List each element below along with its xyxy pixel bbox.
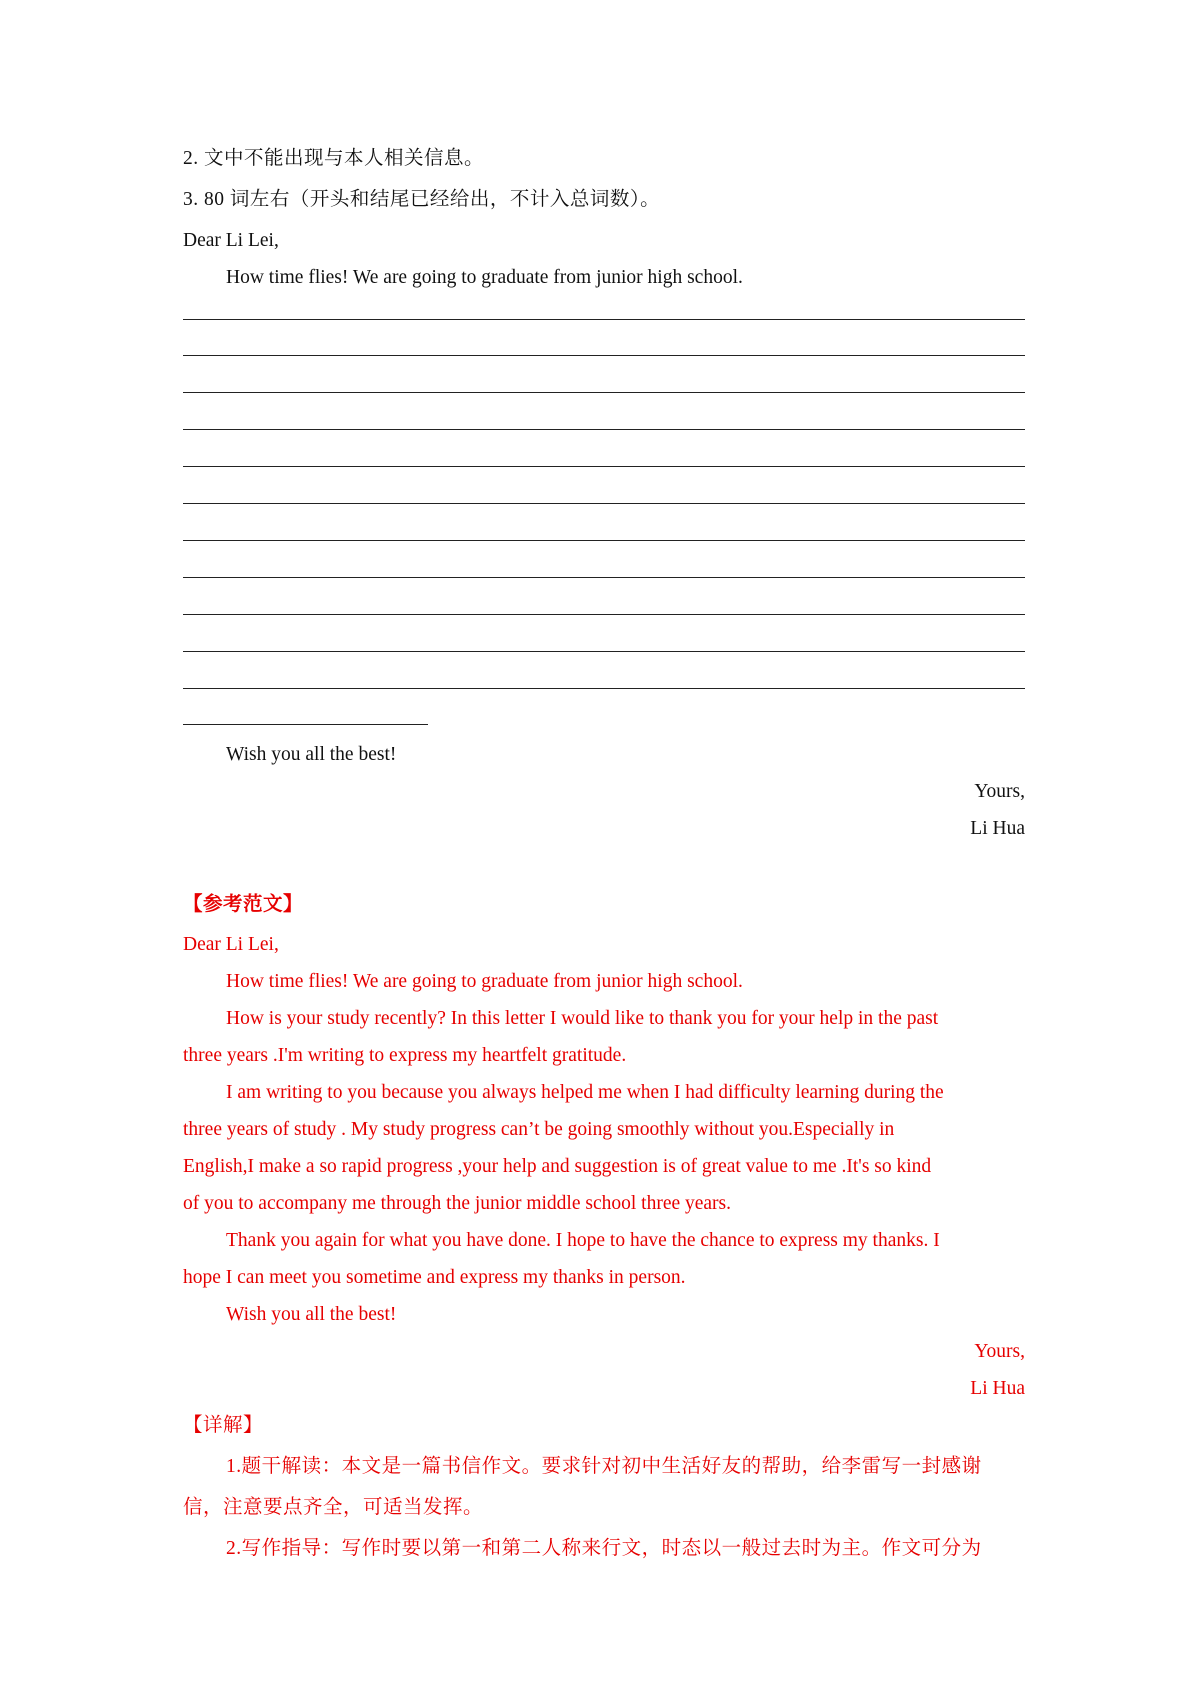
letter-closing: Wish you all the best! [226,744,397,765]
writing-line-short [183,724,428,725]
writing-line [183,429,1025,430]
reference-closing: Wish you all the best! [226,1304,397,1325]
reference-line: English,I make a so rapid progress ,your help and suggestion is of great value to me .It's so kind [183,1156,932,1177]
requirement-2: 2. 文中不能出现与本人相关信息。 [183,148,485,169]
letter-name: Li Hua [970,818,1025,839]
reference-line: How time flies! We are going to graduate from junior high school. [226,971,743,992]
writing-line [183,614,1025,615]
reference-line: three years .I'm writing to express my heartfelt gratitude. [183,1045,627,1066]
letter-opening: How time flies! We are going to graduate from junior high school. [226,267,743,288]
letter-signoff: Yours, [974,781,1025,802]
writing-line [183,466,1025,467]
explanation-line: 信，注意要点齐全，可适当发挥。 [183,1497,484,1518]
requirement-3: 3. 80 词左右（开头和结尾已经给出，不计入总词数）。 [183,189,661,210]
reference-heading: 【参考范文】 [183,894,304,915]
explanation-line: 2.写作指导：写作时要以第一和第二人称来行文，时态以一般过去时为主。作文可分为 [226,1538,982,1559]
letter-salutation: Dear Li Lei, [183,230,279,251]
writing-line [183,503,1025,504]
reference-line: of you to accompany me through the junior middle school three years. [183,1193,732,1214]
reference-line: I am writing to you because you always helped me when I had difficulty learning during the [226,1082,944,1103]
writing-line [183,651,1025,652]
writing-line [183,319,1025,320]
reference-name: Li Hua [970,1378,1025,1399]
writing-line [183,688,1025,689]
explanation-line: 1.题干解读：本文是一篇书信作文。要求针对初中生活好友的帮助，给李雷写一封感谢 [226,1456,982,1477]
explanation-heading: 【详解】 [183,1415,264,1436]
writing-line [183,577,1025,578]
reference-salutation: Dear Li Lei, [183,934,279,955]
writing-line [183,540,1025,541]
reference-signoff: Yours, [974,1341,1025,1362]
writing-line [183,392,1025,393]
reference-line: hope I can meet you sometime and express my thanks in person. [183,1267,686,1288]
reference-line: How is your study recently? In this letter I would like to thank you for your help in the past [226,1008,939,1029]
reference-line: three years of study . My study progress can’t be going smoothly without you.Especially in [183,1119,895,1140]
reference-line: Thank you again for what you have done. I hope to have the chance to express my thanks. I [226,1230,940,1251]
writing-line [183,355,1025,356]
